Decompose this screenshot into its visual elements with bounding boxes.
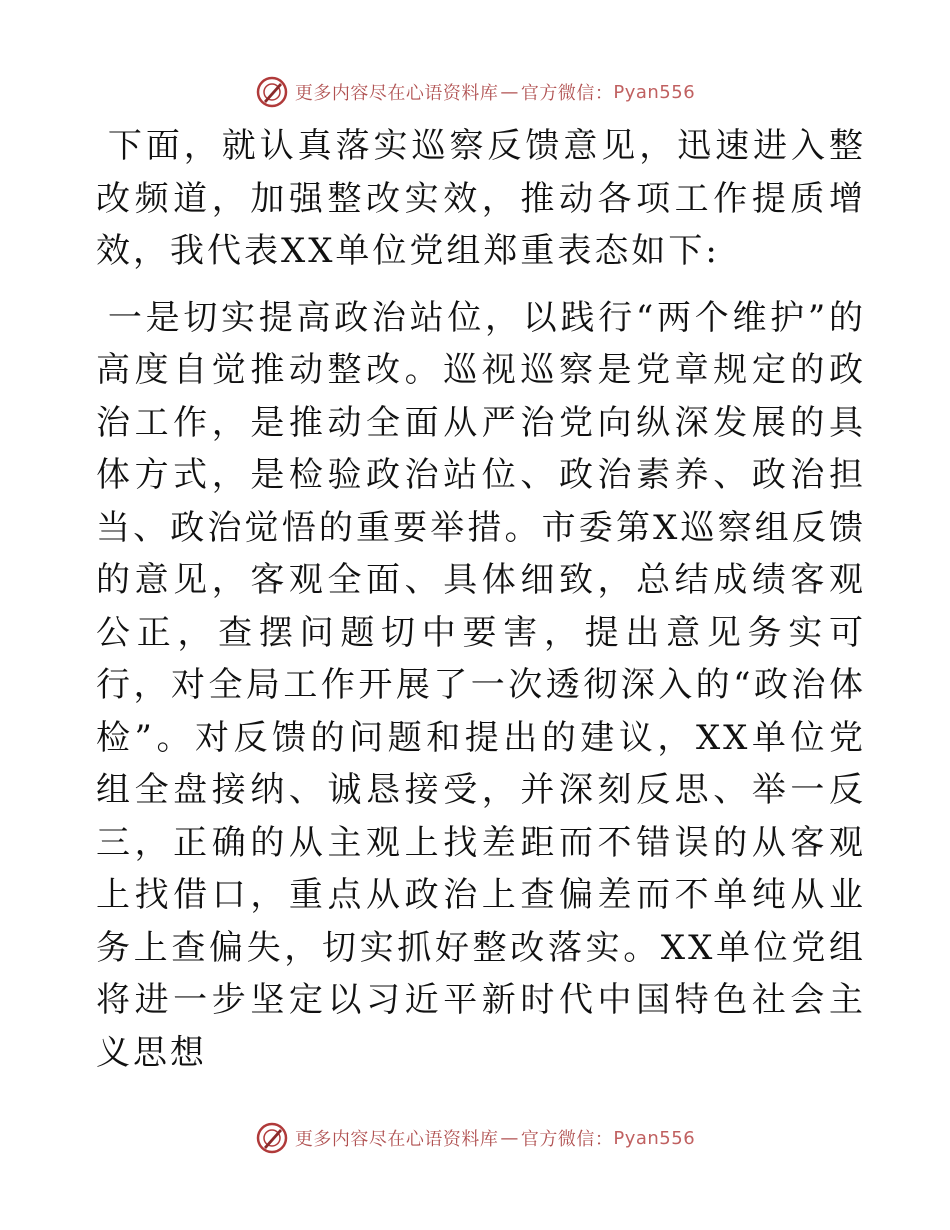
paragraph-point-one: 一是切实提高政治站位，以践行“两个维护”的高度自觉推动整改。巡视巡察是党章规定的政治工作，是推动全面从严治党向纵深发展的具体方式，是检验政治站位、政治素养、政治担当、政治觉悟的重要举措。市委第X巡察组反馈的意见，客观全面、具体细致，总结成绩客观公正，查摆问题切中要害，提出意见务实可行，对全局工作开展了一次透彻深入的“政治体检”。对反馈的问题和提出的建议，XX单位党组全盘接纳、诚恳接受，并深刻反思、举一反三，正确的从主观上找差距而不错误的从客观上找借口，重点从政治上查偏差而不单纯从业务上查偏失，切实抓好整改落实。XX单位党组将进一步坚定以习近平新时代中国特色社会主义思想 bbox=[96, 297, 866, 1073]
pen-logo-icon bbox=[255, 75, 289, 109]
watermark-suffix: 官方微信： bbox=[520, 83, 614, 104]
header-watermark bbox=[0, 72, 950, 112]
watermark-text: 更多内容尽在心语资料库 bbox=[294, 83, 499, 104]
watermark-id: Pyan556 bbox=[613, 81, 696, 103]
watermark-id: Pyan556 bbox=[613, 1127, 696, 1149]
document-body bbox=[96, 120, 866, 1093]
watermark-dash: — bbox=[500, 81, 519, 103]
watermark-suffix: 官方微信： bbox=[520, 1129, 614, 1150]
watermark-text: 更多内容尽在心语资料库 bbox=[294, 1129, 499, 1150]
footer-watermark bbox=[0, 1118, 950, 1158]
watermark-dash: — bbox=[500, 1127, 519, 1149]
pen-logo-icon bbox=[255, 1121, 289, 1155]
paragraph-intro: 下面，就认真落实巡察反馈意见，迅速进入整改频道，加强整改实效，推动各项工作提质增效，我代表XX单位党组郑重表态如下: bbox=[96, 126, 866, 271]
